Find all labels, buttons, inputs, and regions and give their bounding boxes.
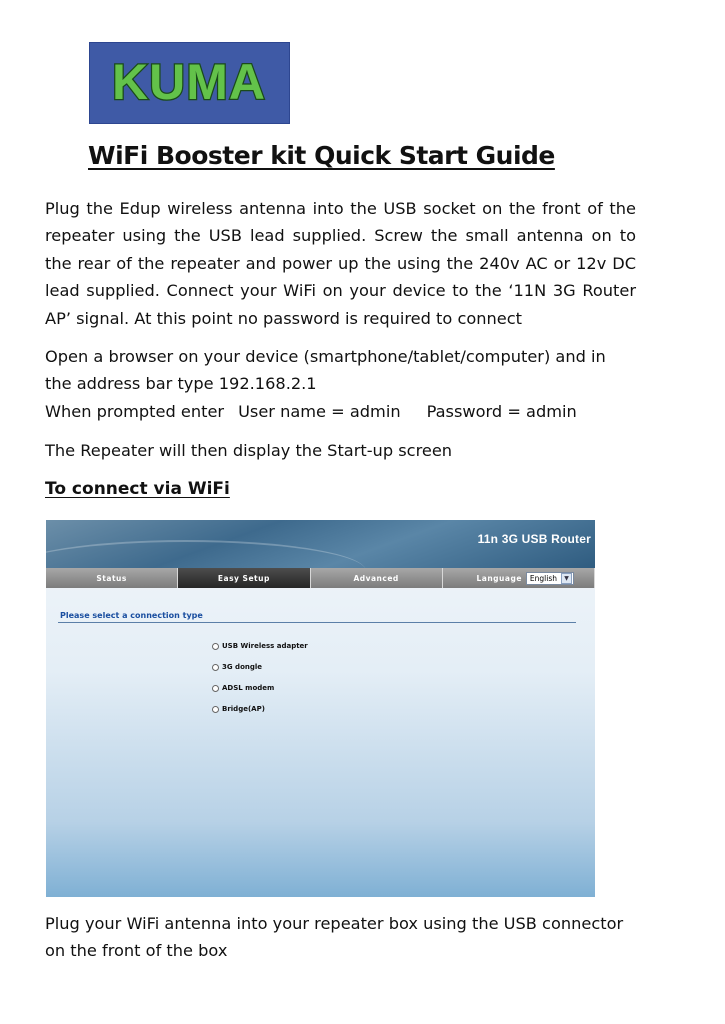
- login-password: Password = admin: [426, 401, 577, 421]
- option-bridge-ap[interactable]: [212, 705, 265, 713]
- page-title: WiFi Booster kit Quick Start Guide: [88, 141, 555, 170]
- language-value: English: [529, 573, 557, 583]
- heading-divider: [58, 622, 576, 623]
- router-nav: [46, 568, 595, 588]
- option-label: Bridge(AP): [222, 705, 265, 713]
- chevron-down-icon[interactable]: ▼: [561, 573, 572, 584]
- radio-button[interactable]: [212, 664, 219, 671]
- option-adsl-modem[interactable]: [212, 684, 274, 692]
- browser-instructions-text: Open a browser on your device (smartphone/tablet/computer) and in the address bar type 192.168.2.1: [45, 347, 606, 394]
- router-screenshot: [46, 520, 595, 897]
- antenna-instructions: Plug your WiFi antenna into your repeater box using the USB connector on the front of the box: [45, 914, 624, 961]
- login-username: User name = admin: [238, 401, 401, 421]
- startup-note: The Repeater will then display the Start-up screen: [45, 441, 453, 460]
- kuma-logo: [89, 42, 290, 124]
- logo-text: KUMA: [112, 54, 266, 110]
- option-3g-dongle[interactable]: [212, 663, 262, 671]
- kuma-logo-wordmark: [97, 53, 282, 113]
- router-title: 11n 3G USB Router: [477, 532, 591, 546]
- router-banner: [46, 520, 595, 568]
- language-selector: [443, 568, 595, 588]
- login-prompt: When prompted enter: [45, 401, 225, 421]
- tab-advanced[interactable]: Advanced: [311, 568, 443, 588]
- language-select[interactable]: [526, 572, 574, 585]
- option-label: ADSL modem: [222, 684, 275, 692]
- option-label: USB Wireless adapter: [222, 642, 308, 650]
- radio-button[interactable]: [212, 685, 219, 692]
- radio-button[interactable]: [212, 706, 219, 713]
- browser-instructions: [45, 343, 636, 425]
- option-usb-wireless-adapter[interactable]: [212, 642, 308, 650]
- tab-status[interactable]: Status: [46, 568, 178, 588]
- section-heading: To connect via WiFi: [45, 479, 230, 499]
- tab-easy-setup[interactable]: Easy Setup: [178, 568, 310, 588]
- radio-button[interactable]: [212, 643, 219, 650]
- connection-type-heading: Please select a connection type: [60, 611, 203, 620]
- option-label: 3G dongle: [222, 663, 263, 671]
- language-label: Language: [476, 573, 522, 583]
- intro-paragraph: Plug the Edup wireless antenna into the USB socket on the front of the repeater using the USB lead supplied. Screw the small antenna on to the rear of the repeater and power up the using the 240v AC or 12v DC lead supplied. Connect your WiFi on your device to the ‘11N 3G Router AP’ signal. At this point no password is required to connect: [45, 199, 636, 328]
